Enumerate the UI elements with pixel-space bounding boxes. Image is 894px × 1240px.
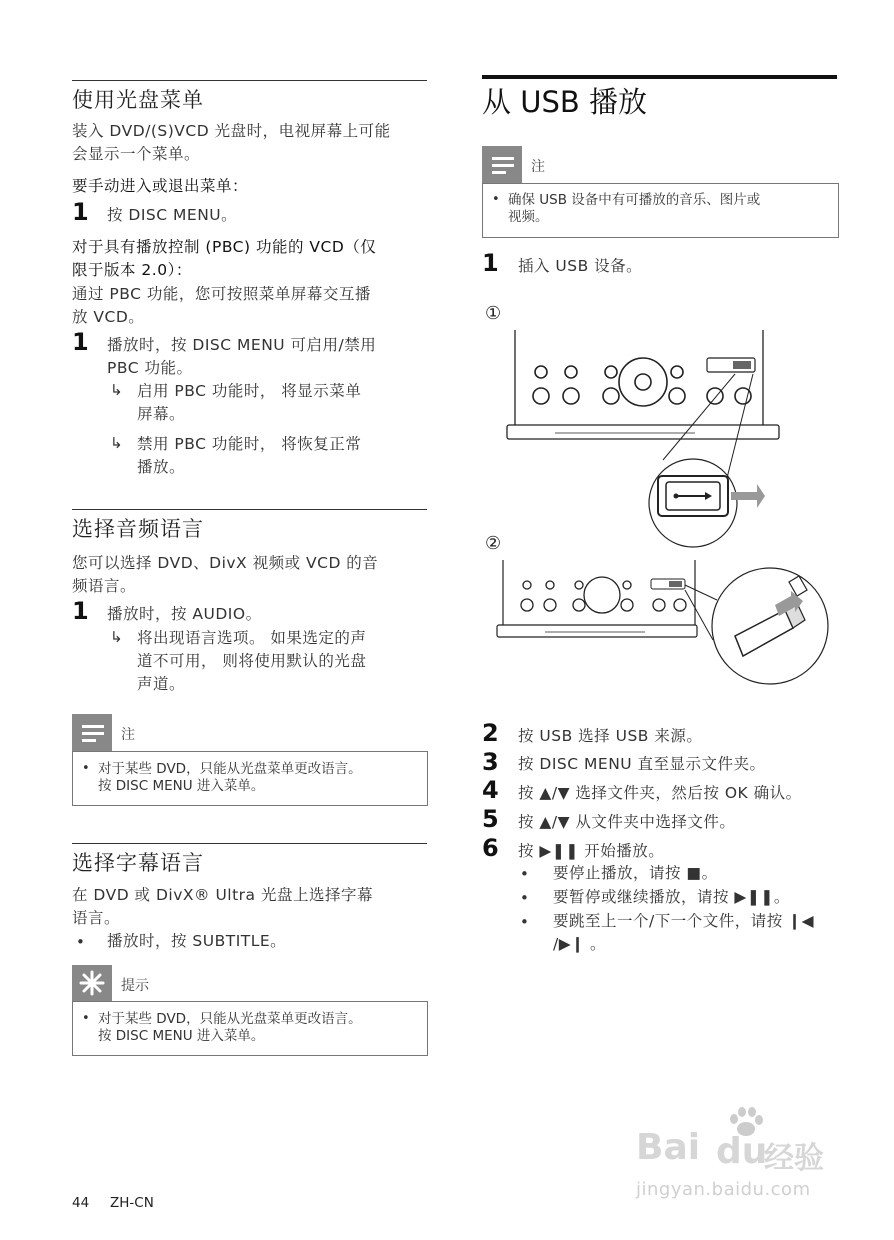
step-text: 按 ▶❚❚ 开始播放。 bbox=[518, 842, 665, 860]
note-label: 注 bbox=[121, 727, 135, 743]
bullet-dot: • bbox=[76, 933, 85, 951]
step-text: 按 USB 选择 USB 来源。 bbox=[518, 727, 703, 745]
step-number: 1 bbox=[72, 597, 89, 625]
step-text: 按 DISC MENU 直至显示文件夹。 bbox=[518, 755, 766, 773]
language-code: ZH-CN bbox=[110, 1195, 154, 1211]
note-icon bbox=[482, 146, 522, 183]
note-text: 视频。 bbox=[508, 209, 549, 225]
pbc-heading: 对于具有播放控制 (PBC) 功能的 VCD（仅 bbox=[72, 238, 377, 256]
step-text: 按 ▲/▼ 从文件夹中选择文件。 bbox=[518, 813, 736, 831]
intro-line: 频语言。 bbox=[72, 577, 137, 595]
pbc-text: 通过 PBC 功能，您可按照菜单屏幕交互播 bbox=[72, 285, 371, 303]
note-label: 注 bbox=[531, 159, 545, 175]
tip-label: 提示 bbox=[121, 978, 149, 994]
bullet-dot: • bbox=[492, 192, 500, 207]
step-number: 1 bbox=[72, 198, 89, 226]
watermark-du: du bbox=[716, 1131, 768, 1172]
note-text: 对于某些 DVD，只能从光盘菜单更改语言。 bbox=[98, 761, 362, 777]
step-text: 播放时，按 DISC MENU 可启用/禁用 bbox=[107, 336, 377, 354]
bullet-dot: • bbox=[520, 865, 529, 883]
bullet-dot: • bbox=[520, 913, 529, 931]
step-number: 3 bbox=[482, 748, 499, 776]
figure-label: ① bbox=[485, 303, 502, 324]
step-text: 播放时，按 AUDIO。 bbox=[107, 605, 262, 623]
step-text: 插入 USB 设备。 bbox=[518, 257, 643, 275]
intro-line: 装入 DVD/(S)VCD 光盘时，电视屏幕上可能 bbox=[72, 122, 391, 140]
result-text: 禁用 PBC 功能时， 将恢复正常 bbox=[137, 435, 362, 453]
result-arrow-icon: ↳ bbox=[110, 434, 123, 452]
bullet-text: /▶❙ 。 bbox=[553, 935, 607, 953]
section-rule bbox=[72, 80, 427, 81]
tip-icon bbox=[72, 965, 112, 1001]
section-rule bbox=[482, 75, 837, 79]
result-arrow-icon: ↳ bbox=[110, 628, 123, 646]
bullet-text: 播放时，按 SUBTITLE。 bbox=[107, 932, 287, 950]
step-text: PBC 功能。 bbox=[107, 359, 193, 377]
result-arrow-icon: ↳ bbox=[110, 381, 123, 399]
result-text: 道不可用， 则将使用默认的光盘 bbox=[137, 652, 367, 670]
step-text: 按 ▲/▼ 选择文件夹，然后按 OK 确认。 bbox=[518, 784, 802, 802]
note-icon bbox=[72, 714, 112, 751]
watermark-brand2: 经验 bbox=[764, 1141, 824, 1176]
intro-line: 在 DVD 或 DivX® Ultra 光盘上选择字幕 bbox=[72, 886, 373, 904]
note-text: 按 DISC MENU 进入菜单。 bbox=[98, 778, 265, 794]
step-number: 1 bbox=[482, 249, 499, 277]
section-title-disc-menu: 使用光盘菜单 bbox=[72, 88, 204, 112]
result-text: 声道。 bbox=[137, 675, 186, 693]
tip-text: 对于某些 DVD，只能从光盘菜单更改语言。 bbox=[98, 1011, 362, 1027]
section-title-audio: 选择音频语言 bbox=[72, 517, 204, 541]
watermark-url: jingyan.baidu.com bbox=[636, 1179, 811, 1200]
bullet-dot: • bbox=[82, 761, 90, 776]
result-text: 屏幕。 bbox=[137, 405, 186, 423]
pbc-heading: 限于版本 2.0）： bbox=[72, 261, 192, 279]
step-text: 按 DISC MENU。 bbox=[107, 206, 238, 224]
baidu-watermark bbox=[636, 1107, 836, 1207]
bullet-text: 要跳至上一个/下一个文件，请按 ❙◀ bbox=[553, 912, 815, 930]
page-title-usb: 从 USB 播放 bbox=[482, 85, 647, 119]
result-text: 播放。 bbox=[137, 458, 186, 476]
watermark-brand: Bai bbox=[636, 1127, 701, 1168]
bullet-dot: • bbox=[82, 1011, 90, 1026]
figure-label: ② bbox=[485, 533, 502, 554]
step-number: 4 bbox=[482, 776, 499, 804]
usb-insert-illustration bbox=[495, 320, 835, 695]
tip-text: 按 DISC MENU 进入菜单。 bbox=[98, 1028, 265, 1044]
result-text: 将出现语言选项。 如果选定的声 bbox=[137, 629, 367, 647]
manual-heading: 要手动进入或退出菜单： bbox=[72, 177, 249, 195]
section-title-subtitle: 选择字幕语言 bbox=[72, 851, 204, 875]
step-number: 2 bbox=[482, 719, 499, 747]
note-text: 确保 USB 设备中有可播放的音乐、图片或 bbox=[508, 192, 761, 208]
step-number: 6 bbox=[482, 834, 499, 862]
intro-line: 会显示一个菜单。 bbox=[72, 145, 201, 163]
section-rule bbox=[72, 843, 427, 844]
step-number: 5 bbox=[482, 805, 499, 833]
bullet-dot: • bbox=[520, 889, 529, 907]
section-rule bbox=[72, 509, 427, 510]
pbc-text: 放 VCD。 bbox=[72, 308, 145, 326]
bullet-text: 要停止播放，请按 ■。 bbox=[553, 864, 718, 882]
bullet-text: 要暂停或继续播放，请按 ▶❚❚。 bbox=[553, 888, 790, 906]
intro-line: 语言。 bbox=[72, 909, 121, 927]
result-text: 启用 PBC 功能时， 将显示菜单 bbox=[137, 382, 362, 400]
page-number: 44 bbox=[72, 1195, 90, 1211]
step-number: 1 bbox=[72, 328, 89, 356]
intro-line: 您可以选择 DVD、DivX 视频或 VCD 的音 bbox=[72, 554, 379, 572]
